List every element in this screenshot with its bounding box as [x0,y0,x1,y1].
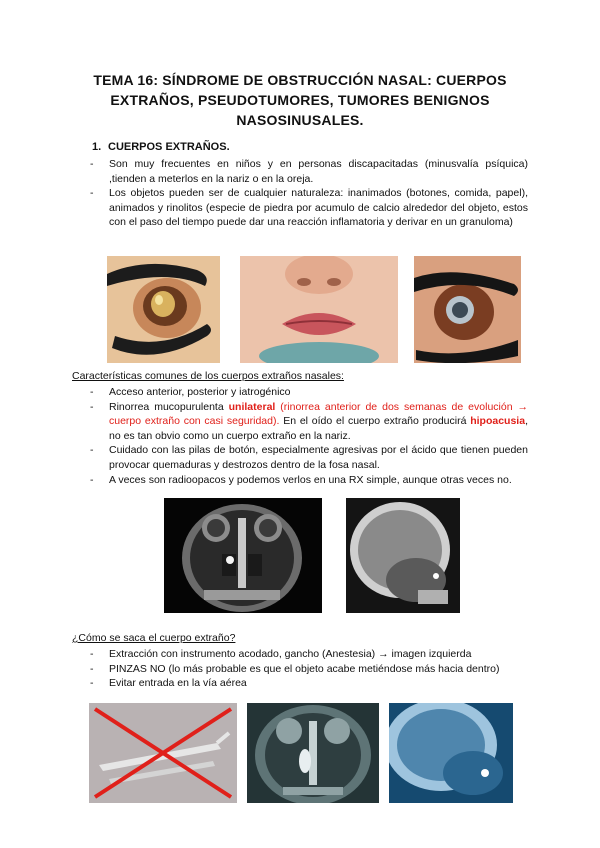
extraccion-list [90,647,528,691]
list-item: - A veces son radioopacos y podemos verlos en una RX simple, aunque otras veces no. [90,473,528,488]
ct-scan-illustration [164,498,322,613]
list-item: - Extracción con instrumento acodado, gancho (Anestesia) → imagen izquierda [90,647,528,662]
list-item [90,400,528,444]
list-item: - Acceso anterior, posterior y iatrogénico [90,385,528,400]
list-item: - PINZAS NO (lo más probable es que el objeto acabe metiéndose más hacia dentro) [90,662,528,677]
extraccion-heading: ¿Cómo se saca el cuerpo extraño? [72,632,236,644]
rinorrea-text: Rinorrea mucopurulenta [109,400,229,413]
child-face-photo [240,256,398,363]
coronal-ct-scan-image [164,498,322,613]
list-item: - Los objetos pueden ser de cualquier naturaleza: inanimados (botones, comida, papel), animados y rinolitos (especie de piedra por acumulo de calcio alrededor del objeto, estos con el paso del tiempo puede dar una reacción inflamatoria y derivar en un granuloma) [90,186,528,230]
oido-text-end: , no es tan obvio como un cuerpo extraño en la nariz. [109,415,528,442]
oido-text: En el oído el cuerpo extraño producirá [279,415,471,428]
nasal-foreign-body-photo-left [107,256,220,363]
section-heading-cuerpos-extranos [92,141,230,153]
list-item: - Evitar entrada en la vía aérea [90,676,528,691]
speculum-button-illustration [414,256,521,363]
caracteristicas-list [90,385,528,487]
nasal-foreign-body-photo-right [414,256,521,363]
ct-extraction-illustration [247,703,379,803]
caracteristicas-heading: Características comunes de los cuerpos extraños nasales: [72,370,344,382]
xray-illustration [346,498,460,613]
unilateral-highlight: unilateral [228,400,276,413]
speculum-nostril-illustration [107,256,220,363]
child-face-illustration [240,256,398,363]
coronal-ct-extraction-image [247,703,379,803]
section-heading-text: CUERPOS EXTRAÑOS. [108,141,230,153]
instruments-crossed-out-photo [89,703,237,803]
cuerpos-extranos-list [90,157,528,230]
list-item: - Son muy frecuentes en niños y en personas discapacitadas (minusvalía psíquica) ,tienden a meterlos en la nariz o en la oreja. [90,157,528,186]
instruments-illustration [89,703,237,803]
blue-xray-illustration [389,703,513,803]
hipoacusia-highlight: hipoacusia [470,415,526,428]
lateral-xray-blue-image [389,703,513,803]
rinorrea-note: (rinorrea anterior de dos semanas de evolución → cuerpo extraño con casi seguridad). [109,400,529,428]
list-item: - Cuidado con las pilas de botón, especialmente agresivas por el ácido que tienen pueden provocar quemaduras y destrozos dentro de la fosa nasal. [90,443,528,472]
document-title: TEMA 16: SÍNDROME DE OBSTRUCCIÓN NASAL: CUERPOS EXTRAÑOS, PSEUDOTUMORES, TUMORES BENIGNOS NASOSINUSALES. [93,72,507,128]
section-number: 1. [92,141,102,153]
skull-xray-image [346,498,460,613]
